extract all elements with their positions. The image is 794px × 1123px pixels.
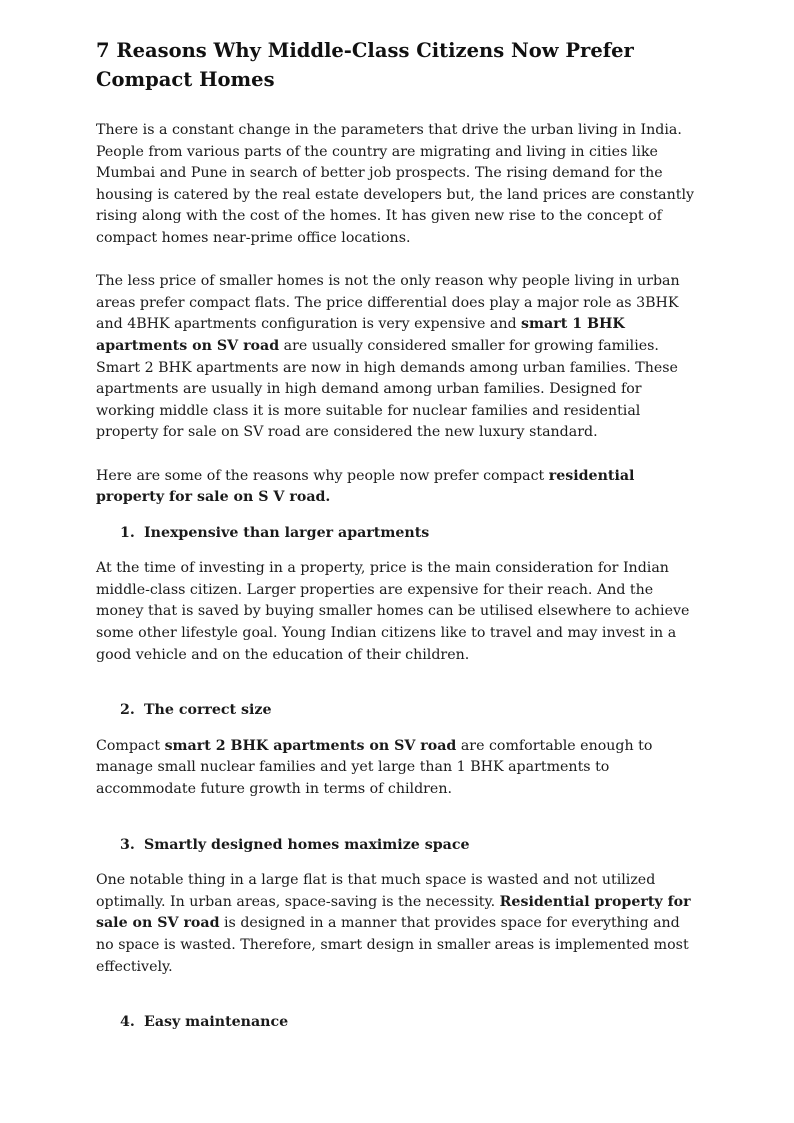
page-title: 7 Reasons Why Middle-Class Citizens Now Prefer Compact Homes (96, 39, 634, 91)
section-3-bold: Residential property for sale on SV road (96, 893, 691, 932)
intro-paragraph-3-bold: residential property for sale on S V road. (96, 467, 635, 506)
document-page (96, 36, 700, 1048)
section-2-text-b: are comfortable enough to manage small nuclear families and yet large than 1 BHK apartments to accommodate future growth in terms of children. (96, 737, 653, 798)
section-heading-2 (96, 700, 700, 722)
intro-paragraph-1: There is a constant change in the parameters that drive the urban living in India. People from various parts of the country are migrating and living in cities like Mumbai and Pune in search of better job prospects. The rising demand for the housing is catered by the real estate developers but, the land prices are constantly rising along with the cost of the homes. It has given new rise to the concept of compact homes near-prime office locations. (96, 122, 695, 246)
section-number: 2. (120, 702, 135, 719)
section-heading-text: Inexpensive than larger apartments (144, 524, 430, 541)
section-3-text-b: is designed in a manner that provides space for everything and no space is wasted. Therefore, smart design in smaller areas is implemented most effectively. (96, 915, 689, 975)
section-heading-4 (96, 1012, 700, 1034)
intro-paragraph-2-text-a: The less price of smaller homes is not the only reason why people living in urban areas prefer compact flats. The price differential does play a major role as 3BHK and 4BHK apartments configuration is very expensive and (96, 273, 680, 333)
section-heading-text: Smartly designed homes maximize space (144, 836, 470, 853)
section-number: 4. (120, 1014, 135, 1031)
section-heading-1 (96, 523, 700, 545)
intro-paragraph-2-text-b: are usually considered smaller for growing families. Smart 2 BHK apartments are now in high demands among urban families. These apartments are usually in high demand among urban families. Designed for working middle class it is more suitable for nuclear families and residential property for sale on SV road are considered the new luxury standard. (96, 337, 678, 441)
section-heading-text: Easy maintenance (144, 1014, 289, 1031)
section-heading-text: The correct size (144, 702, 272, 719)
section-heading-3 (96, 835, 700, 857)
intro-paragraph-2 (96, 271, 700, 444)
section-number: 1. (120, 524, 135, 541)
section-2-text-a: Compact (96, 737, 165, 754)
section-paragraph-2 (96, 736, 700, 801)
section-3-text-a: One notable thing in a large flat is that much space is wasted and not utilized optimally. In urban areas, space-saving is the necessity. (96, 872, 656, 910)
section-paragraph-1: At the time of investing in a property, price is the main consideration for Indian middle-class citizen. Larger properties are expensive for their reach. And the money that is saved by buying smaller homes can be utilised elsewhere to achieve some other lifestyle goal. Young Indian citizens like to travel and may invest in a good vehicle and on the education of their children. (96, 560, 690, 663)
section-2-bold: smart 2 BHK apartments on SV road (164, 737, 457, 754)
section-paragraph-3 (96, 870, 700, 978)
intro-paragraph-2-bold: smart 1 BHK apartments on SV road (96, 316, 625, 354)
section-number: 3. (120, 836, 135, 853)
intro-paragraph-3 (96, 466, 700, 509)
intro-paragraph-3-text: Here are some of the reasons why people now prefer compact (96, 467, 549, 484)
